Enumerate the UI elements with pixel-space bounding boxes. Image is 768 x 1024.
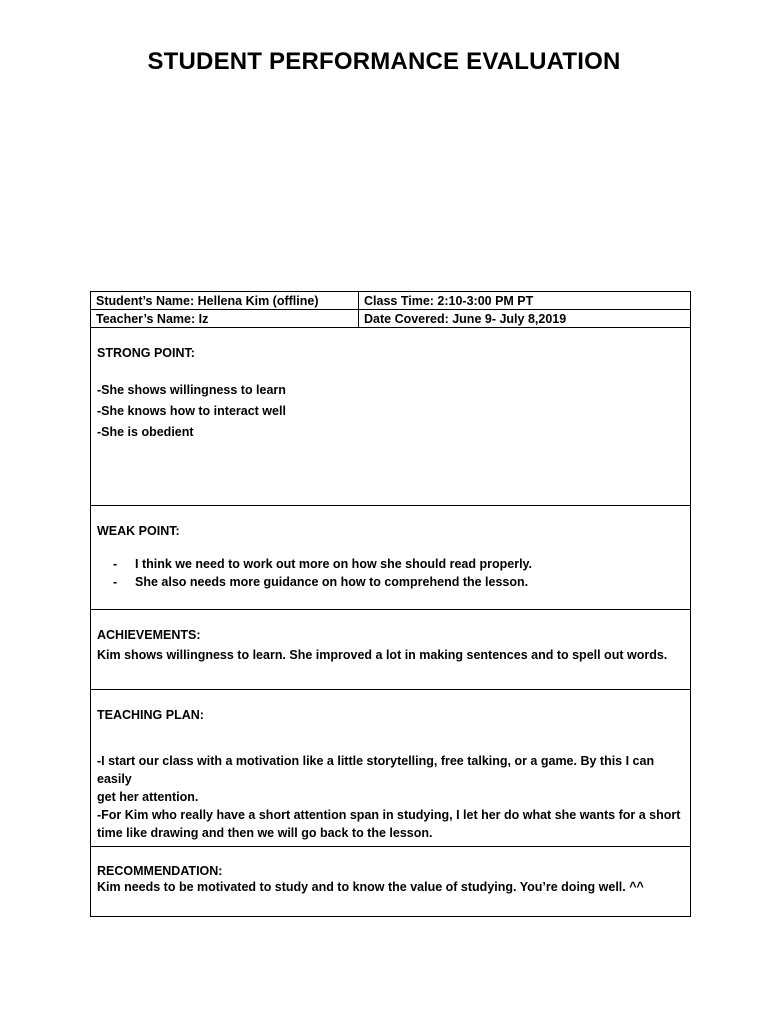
weak-point-item: - I think we need to work out more on how she should read properly. <box>113 557 533 571</box>
teacher-name: Teacher’s Name: Iz <box>91 310 359 327</box>
weak-point-section <box>91 506 690 610</box>
teaching-plan-line: time like drawing and then we will go back to the lesson. <box>97 826 433 840</box>
header-row-2 <box>91 310 690 328</box>
recommendation-section <box>91 847 690 916</box>
strong-point-heading: STRONG POINT: <box>97 346 195 360</box>
page-title: STUDENT PERFORMANCE EVALUATION <box>147 48 621 75</box>
class-time: Class Time: 2:10-3:00 PM PT <box>364 294 534 308</box>
strong-point-section <box>91 328 690 506</box>
achievements-heading: ACHIEVEMENTS: <box>97 628 201 642</box>
recommendation-text: Kim needs to be motivated to study and to know the value of studying. You’re doing well. ^^ <box>97 880 644 894</box>
achievements-text: Kim shows willingness to learn. She improved a lot in making sentences and to spell out words. <box>97 648 668 662</box>
recommendation-heading: RECOMMENDATION: <box>97 864 223 878</box>
evaluation-table <box>90 291 691 917</box>
date-covered: Date Covered: June 9- July 8,2019 <box>364 312 567 326</box>
teaching-plan-line: get her attention. <box>97 790 199 804</box>
strong-point-item: -She shows willingness to learn <box>97 383 286 397</box>
teaching-plan-heading: TEACHING PLAN: <box>97 708 204 722</box>
achievements-section <box>91 610 690 690</box>
teaching-plan-section <box>91 690 690 847</box>
strong-point-item: -She is obedient <box>97 425 194 439</box>
student-name: Student’s Name: Hellena Kim (offline) <box>91 292 359 309</box>
strong-point-item: -She knows how to interact well <box>97 404 286 418</box>
weak-point-item: - She also needs more guidance on how to comprehend the lesson. <box>113 575 529 589</box>
weak-point-heading: WEAK POINT: <box>97 524 180 538</box>
teaching-plan-line: -For Kim who really have a short attention span in studying, I let her do what she wants for a short <box>97 808 681 822</box>
header-row-1 <box>91 292 690 310</box>
teaching-plan-line: -I start our class with a motivation like a little storytelling, free talking, or a game. By this I can easily <box>97 754 655 786</box>
